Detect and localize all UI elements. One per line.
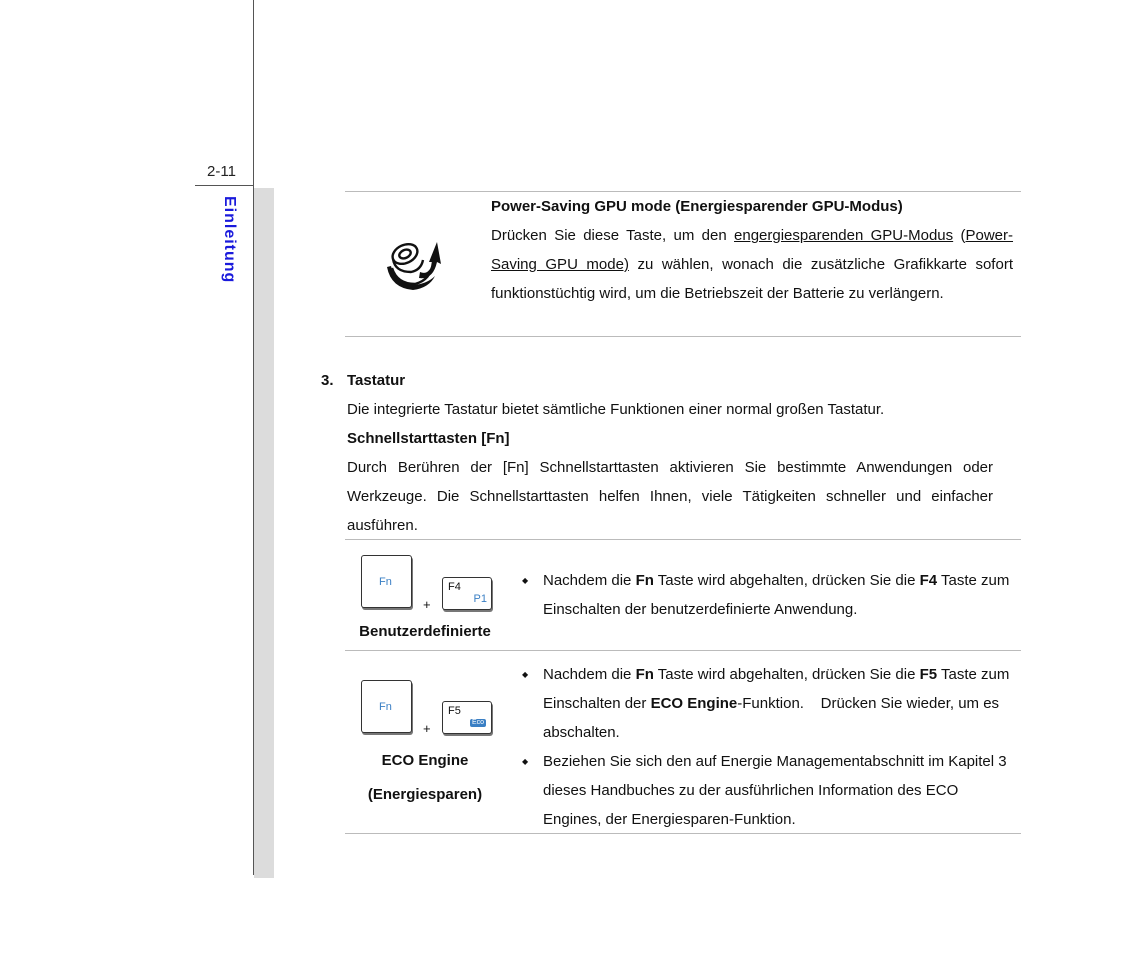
section-number: 3. xyxy=(321,372,334,389)
hotkey-table-rule-mid xyxy=(345,650,1021,651)
sidebar-shade xyxy=(254,188,274,878)
table-rule-bottom xyxy=(345,336,1021,337)
fn-key-icon: Fn xyxy=(361,555,412,608)
f4-key-icon: F4 P1 xyxy=(442,577,492,610)
f5-key-icon: F5 Eco xyxy=(442,701,492,734)
page-number-rule xyxy=(195,185,253,186)
gpu-mode-term-en: Power-Saving GPU mode) xyxy=(491,227,1014,273)
plus-sign: + xyxy=(423,597,431,612)
hotkey-caption: Benutzerdefinierte xyxy=(359,623,491,640)
section-paragraph: Durch Berühren der [Fn] Schnellstarttasten aktivieren Sie bestimmte Anwendungen oder Werkzeuge. Die Schnellstarttasten helfen Ihnen, viele Tätigkeiten schneller und einfacher ausführen. xyxy=(347,459,993,534)
rotating-knob-arrow-icon xyxy=(383,232,445,294)
gpu-mode-term: engergiesparenden GPU-Modus xyxy=(734,227,954,244)
gpu-mode-description: Drücken Sie diese Taste, um den engergiesparenden GPU-Modus (Power-Saving GPU mode) zu wählen, wonach die zusätzliche Grafikkarte sofort funktionstüchtig wird, um die Betriebszeit der Batterie zu verlängern. xyxy=(491,227,1014,302)
section-subtitle: Schnellstarttasten [Fn] xyxy=(347,430,510,447)
hotkey-caption-sub: (Energiesparen) xyxy=(367,786,483,803)
page-number: 2-11 xyxy=(207,163,236,180)
hotkey-table-rule-top xyxy=(345,539,1021,540)
hotkey-bullets xyxy=(520,660,1015,834)
section-intro: Die integrierte Tastatur bietet sämtliche Funktionen einer normal großen Tastatur. xyxy=(347,401,885,418)
bullet-item: ◆ Nachdem die Fn Taste wird abgehalten, drücken Sie die F5 Taste zum Einschalten der ECO Engine-Funktion. Drücken Sie wieder, um es abschalten. xyxy=(520,660,1015,747)
plus-sign: + xyxy=(423,721,431,736)
chapter-tab: Einleitung xyxy=(221,196,238,284)
bullet-item: ◆ Beziehen Sie sich den auf Energie Managementabschnitt im Kapitel 3 dieses Handbuches zu der ausführlichen Information des ECO Engines, der Energiesparen-Funktion. xyxy=(520,747,1015,834)
fn-key-icon: Fn xyxy=(361,680,412,733)
section-title: Tastatur xyxy=(347,372,406,389)
hotkey-caption: ECO Engine xyxy=(381,752,469,769)
hotkey-table-rule-bottom xyxy=(345,833,1021,834)
gpu-mode-title: Power-Saving GPU mode (Energiesparender GPU-Modus) xyxy=(491,198,903,215)
eco-badge: Eco xyxy=(471,719,484,726)
bullet-item: ◆ Nachdem die Fn Taste wird abgehalten, drücken Sie die F4 Taste zum Einschalten der benutzerdefinierte Anwendung. xyxy=(520,566,1015,624)
hotkey-bullets xyxy=(520,566,1015,624)
